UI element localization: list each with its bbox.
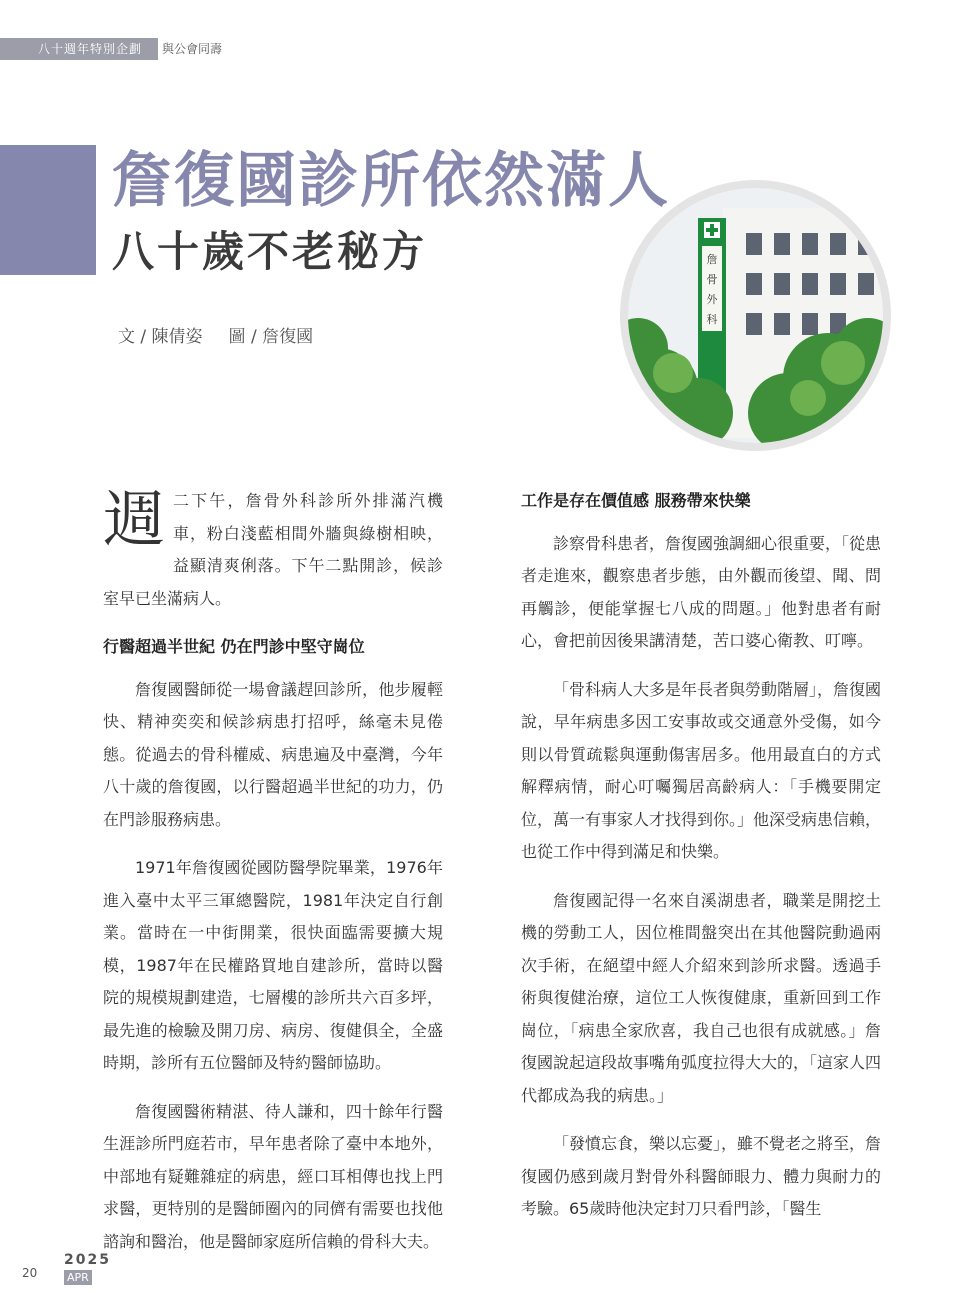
clinic-building-photo xyxy=(628,188,883,443)
section-label: 八十週年特別企劃 xyxy=(38,42,143,56)
issue-year: 2025 xyxy=(64,1252,111,1268)
section-heading-right: 工作是存在價值感 服務帶來快樂 xyxy=(521,491,751,510)
body-paragraph: 詹復國記得一名來自溪湖患者，職業是開挖土機的勞動工人，因位椎間盤突出在其他醫院動過兩次手術，在絕望中經人介紹來到診所求醫。透過手術與復健治療，這位工人恢復健康，重新回到工作崗位，「病患全家欣喜，我自己也很有成就感。」詹復國說起這段故事嘴角弧度拉得大大的，「這家人四代都成為我的病患。」 xyxy=(521,890,882,1105)
writer-credit: 文 / 陳倩姿 xyxy=(118,327,203,347)
article-subtitle: 八十歲不老秘方 xyxy=(112,227,428,276)
photo-credit: 圖 / 詹復國 xyxy=(228,327,314,347)
sign-char-1: 詹 xyxy=(706,253,718,266)
body-paragraph: 診察骨科患者，詹復國強調細心很重要，「從患者走進來，觀察患者步態，由外觀而後望、聞、問再觸診，便能掌握七八成的問題。」他對患者有耐心，會把前因後果講清楚，苦口婆心衛教、叮嚀。 xyxy=(521,533,882,650)
sign-char-4: 科 xyxy=(706,313,718,326)
body-paragraph: 詹復國醫術精湛、待人謙和，四十餘年行醫生涯診所門庭若市，早年患者除了臺中本地外，中部地有疑難雜症的病患，經口耳相傳也找上門求醫，更特別的是醫師圈內的同儕有需要也找他諮詢和醫治，他是醫師家庭所信賴的骨科大夫。 xyxy=(103,1101,443,1251)
issue-month xyxy=(64,1270,108,1301)
section-header-bar xyxy=(0,38,158,60)
intro-text: 二下午，詹骨外科診所外排滿汽機車，粉白淺藍相間外牆與綠樹相映，益顯清爽俐落。下午二點開診，候診室早已坐滿病人。 xyxy=(103,491,443,608)
body-paragraph: 詹復國醫師從一場會議趕回診所，他步履輕快、精神奕奕和候診病患打招呼，絲毫未見倦態。從過去的骨科權威、病患遍及中臺灣，今年八十歲的詹復國，以行醫超過半世紀的功力，仍在門診服務病患。 xyxy=(103,679,443,829)
body-paragraph: 「骨科病人大多是年長者與勞動階層」，詹復國說，早年病患多因工安事故或交通意外受傷，如今則以骨質疏鬆與運動傷害居多。他用最直白的方式解釋病情，耐心叮囑獨居高齡病人：「手機要開定位，萬一有事家人才找得到你。」他深受病患信賴，也從工作中得到滿足和快樂。 xyxy=(521,679,882,861)
intro-paragraph xyxy=(103,485,443,615)
section-heading-left: 行醫超過半世紀 仍在門診中堅守崗位 xyxy=(103,637,365,656)
body-paragraph: 1971年詹復國從國防醫學院畢業，1976年進入臺中太平三軍總醫院，1981年決定自行創業。當時在一中街開業，很快面臨需要擴大規模，1987年在民權路買地自建診所，當時以醫院的規模規劃建造，七層樓的診所共六百多坪，最先進的檢驗及開刀房、病房、復健俱全，全盛時期，診所有五位醫師及特約醫師協助。 xyxy=(103,858,443,1072)
sign-char-3: 外 xyxy=(706,293,718,306)
article-title: 詹復國診所依然滿人 xyxy=(112,146,670,216)
page-number: 20 xyxy=(22,1266,38,1280)
subsection-label: 與公會同壽 xyxy=(162,42,223,56)
drop-cap: 週 xyxy=(103,483,166,556)
right-column xyxy=(521,485,881,1242)
sign-char-2: 骨 xyxy=(706,273,718,286)
clinic-building-illustration xyxy=(628,188,883,443)
title-accent-block xyxy=(0,145,96,275)
issue-month-label: APR xyxy=(64,1270,92,1285)
body-paragraph: 「發憤忘食，樂以忘憂」，雖不覺老之將至，詹復國仍感到歲月對骨外科醫師眼力、體力與耐力的考驗。65歲時他決定封刀只看門診，「醫生 xyxy=(521,1134,882,1218)
left-column xyxy=(103,485,443,1274)
credits xyxy=(118,322,313,347)
